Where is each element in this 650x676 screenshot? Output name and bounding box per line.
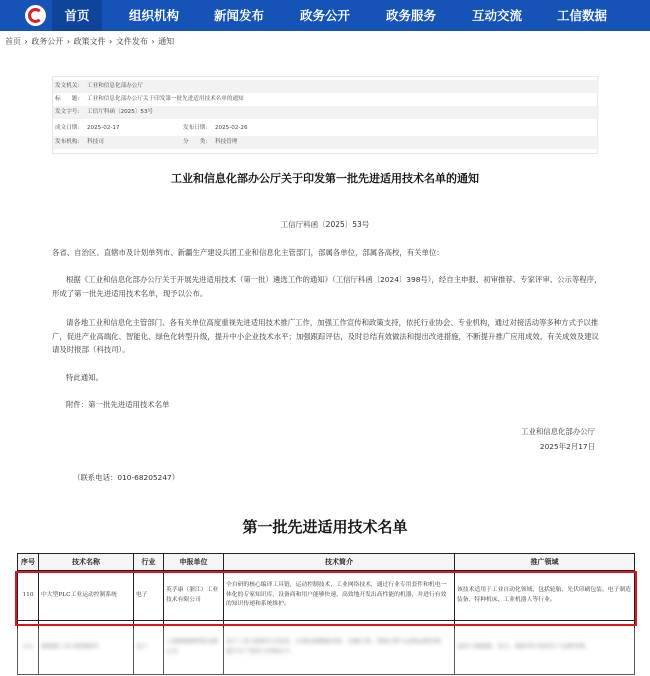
breadcrumb-sep: ›	[24, 37, 28, 46]
created-value: 2025-02-17	[87, 125, 120, 131]
category-value: 科技管理	[215, 139, 238, 145]
cell-name: 新能源工业互联网软件	[39, 621, 134, 675]
nav-item-organization[interactable]: 组织机构	[129, 8, 180, 23]
body-paragraph-1: 根据《工业和信息化部办公厅关于开展先进适用技术（第一批）遴选工作的通知》（工信厅科函〔2024〕398号），经自主申报、初审推荐、专家评审、公示等程序，形成了第一批先进适用技术名单，现予以公布。	[52, 275, 602, 298]
agency-value: 科技司	[87, 139, 104, 145]
breadcrumb-sep: ›	[66, 37, 71, 46]
table-row	[18, 621, 635, 675]
contact-phone: （联系电话：010-68205247）	[73, 473, 180, 482]
nav-item-home[interactable]: 首页	[52, 0, 102, 31]
published-value: 2025-02-26	[215, 125, 248, 131]
col-header-field: 推广领域	[455, 554, 635, 571]
doc-no-value: 工信厅科函〔2025〕53号	[87, 109, 154, 115]
addressee-paragraph: 各省、自治区、直辖市及计划单列市、新疆生产建设兵团工业和信息化主管部门，部属各单位，部属各高校，有关单位：	[52, 248, 444, 257]
nav-item-data[interactable]: 工信数据	[557, 8, 608, 23]
attachment-line[interactable]: 附件：第一批先进适用技术名单	[66, 400, 170, 409]
title-label: 标 题:	[55, 96, 80, 102]
cell-industry: 电子	[134, 571, 164, 621]
issuer-value: 工业和信息化部办公厅	[87, 83, 143, 89]
title-value: 工业和信息化部办公厅关于印发第一批先进适用技术名单的通知	[87, 96, 244, 102]
col-header-no: 序号	[18, 554, 39, 571]
published-label: 发布日期:	[183, 125, 208, 131]
col-header-industry: 行业	[134, 554, 164, 571]
breadcrumb-gov-affairs[interactable]: 政务公开	[31, 37, 64, 46]
signer: 工业和信息化部办公厅	[521, 427, 595, 436]
cell-unit: 上海新能源科技有限公司	[164, 621, 224, 675]
closing-paragraph: 特此通知。	[66, 373, 103, 382]
body-paragraph-2: 请各地工业和信息化主管部门、各有关单位高度重视先进适用技术推广工作，加强工作宣传和政策支持，依托行业协会、专业机构，通过对接活动等多种方式予以推广，促进产业高端化、智能化、绿色化转型升级，提升中小企业技术水平；加强跟踪评估，及时总结有效做法和提出改进措施，不断提升推广应用成效。有关成效及建议请及时报部（科技司）。	[52, 318, 599, 354]
cell-industry: 电子	[134, 621, 164, 675]
doc-no-label: 发文字号:	[55, 109, 80, 115]
document-meta-box	[52, 76, 598, 154]
nav-item-gov-services[interactable]: 政务服务	[386, 8, 437, 23]
cell-field: 该技术适用于工业自动化领域，包括轮胎、光伏印刷包装、电子制造装备、特种机床、工业机器人等行业。	[455, 571, 635, 621]
col-header-unit: 申报单位	[164, 554, 224, 571]
breadcrumb-home[interactable]: 首页	[5, 37, 21, 46]
sign-date: 2025年2月17日	[539, 442, 595, 451]
cell-name: 中大型PLC工业运动控制系统	[39, 571, 134, 621]
breadcrumb-sep: ›	[151, 37, 155, 46]
breadcrumb-policy-docs[interactable]: 政策文件	[73, 37, 106, 46]
cell-intro: 全自研的核心编译工具链，运动控制技术，工业网络技术，通过行业专用套件和机电一体化的专家知识库，设备商和用户能够快速、高效地开发出高性能的机器，并进行有效的知识传递和系统维护。	[224, 571, 455, 621]
cell-no: 110	[18, 571, 39, 621]
breadcrumb	[5, 36, 175, 47]
col-header-intro: 技术简介	[224, 554, 455, 571]
technology-list-table	[17, 553, 635, 675]
created-label: 成文日期:	[55, 125, 80, 131]
table-row	[18, 571, 635, 621]
cell-no: 111	[18, 621, 39, 675]
table-header-row	[18, 554, 635, 571]
breadcrumb-sep: ›	[109, 37, 113, 46]
list-title: 第一批先进适用技术名单	[242, 518, 408, 536]
nav-item-interaction[interactable]: 互动交流	[472, 8, 523, 23]
nav-item-gov-affairs[interactable]: 政务公开	[300, 8, 351, 23]
cell-unit: 英孚康（浙江）工业技术有限公司	[164, 571, 224, 621]
nav-item-news[interactable]: 新闻发布	[214, 8, 265, 23]
issuer-label: 发文机关:	[55, 83, 80, 89]
cell-field: 适用于新能源、电力、制造等行业的生产运维管理。	[455, 621, 635, 675]
breadcrumb-doc-release[interactable]: 文件发布	[115, 37, 148, 46]
breadcrumb-notice: 通知	[158, 37, 175, 46]
agency-label: 发布机构:	[55, 139, 80, 145]
top-nav	[0, 0, 650, 31]
category-label: 分 类:	[183, 139, 208, 145]
document-number: 工信厅科函〔2025〕53号	[280, 220, 370, 229]
miit-logo-icon[interactable]	[25, 5, 46, 26]
col-header-name: 技术名称	[39, 554, 134, 571]
document-title: 工业和信息化部办公厅关于印发第一批先进适用技术名单的通知	[171, 172, 479, 185]
cell-intro: 基于工业互联网平台技术，实现设备数据采集、边缘计算、智能分析与远程运维管理，提升生产效率与管理水平。	[224, 621, 455, 675]
